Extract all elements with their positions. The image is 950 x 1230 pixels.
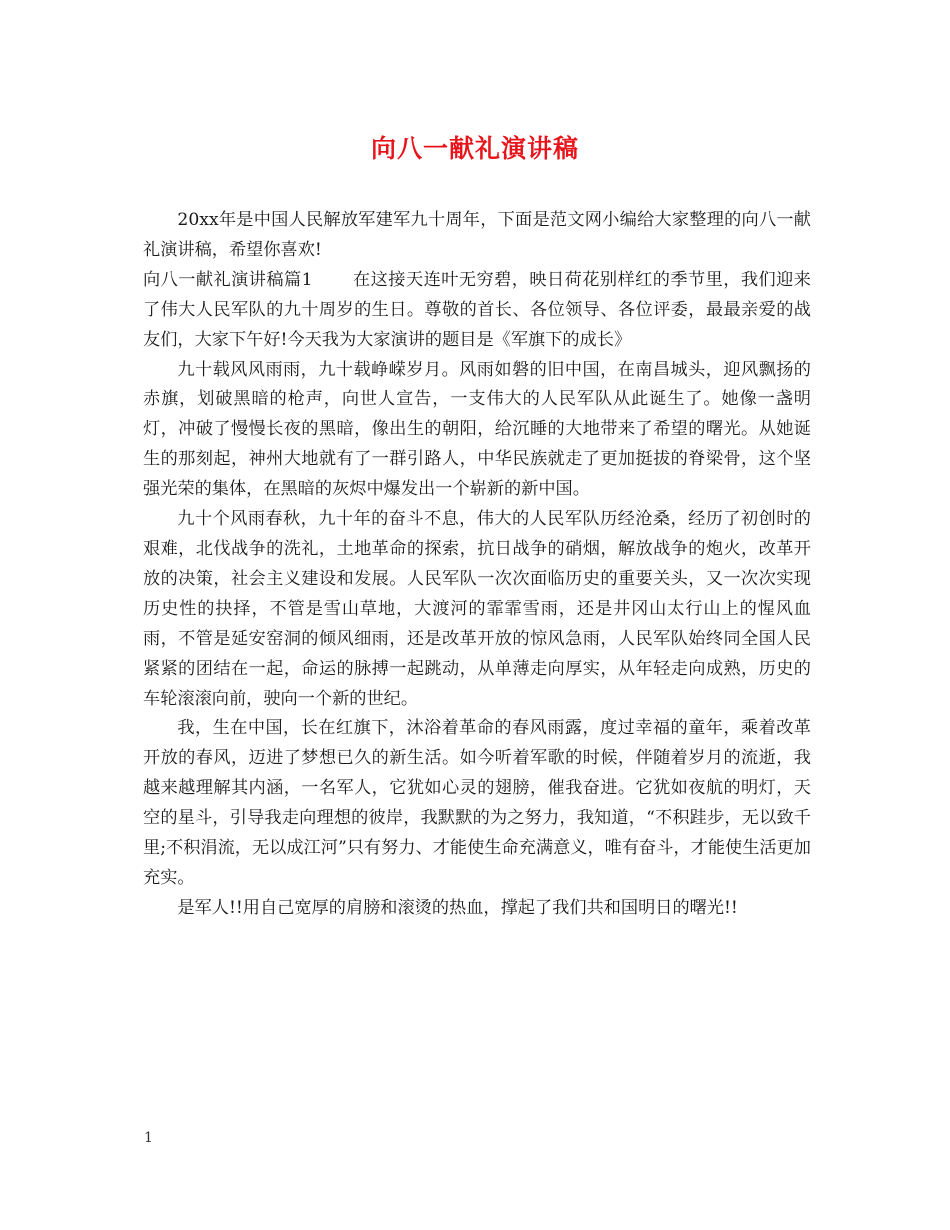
document-body [143, 206, 811, 924]
paragraph-history: 九十个风雨春秋，九十年的奋斗不息，伟大的人民军队历经沧桑，经历了初创时的艰难，北伐战争的洗礼，土地革命的探索，抗日战争的硝烟，解放战争的炮火，改革开放的决策，社会主义建设和发展。人民军队一次次面临历史的重要关头，又一次次实现历史性的抉择，不管是雪山草地，大渡河的霏霏雪雨，还是井冈山太行山上的惺风血雨，不管是延安窑洞的倾风细雨，还是改革开放的惊风急雨，人民军队始终同全国人民紧紧的团结在一起，命运的脉搏一起跳动，从单薄走向厚实，从年轻走向成熟，历史的车轮滚滚向前，驶向一个新的世纪。 [143, 509, 811, 709]
paragraph-founding: 九十载风风雨雨，九十载峥嵘岁月。风雨如磐的旧中国，在南昌城头，迎风飘扬的赤旗，划破黑暗的枪声，向世人宣告，一支伟大的人民军队从此诞生了。她像一盏明灯，冲破了慢慢长夜的黑暗，像出生的朝阳，给沉睡的大地带来了希望的曙光。从她诞生的那刻起，神州大地就有了一群引路人，中华民族就走了更加挺拔的脊梁骨，这个坚强光荣的集体，在黑暗的灰烬中爆发出一个崭新的新中国。 [143, 359, 811, 500]
document-title: 向八一献礼演讲稿 [370, 134, 579, 163]
paragraph-closing: 是军人!!用自己宽厚的肩膀和滚烫的热血，撑起了我们共和国明日的曙光!! [177, 897, 738, 918]
intro-paragraph: 20xx年是中国人民解放军建军九十周年，下面是范文网小编给大家整理的向八一献礼演讲稿，希望你喜欢! [143, 210, 811, 260]
paragraph-personal: 我，生在中国，长在红旗下，沐浴着革命的春风雨露，度过幸福的童年，乘着改革开放的春风，迈进了梦想已久的新生活。如今听着军歌的时候，伴随着岁月的流逝，我越来越理解其内涵，一名军人，它犹如心灵的翅膀，催我奋进。它犹如夜航的明灯，天空的星斗，引导我走向理想的彼岸，我默默的为之努力，我知道，“不积跬步，无以致千里;不积涓流，无以成江河”只有努力、才能使生命充满意义，唯有奋斗，才能使生活更加充实。 [143, 718, 811, 888]
section-opening-text: 在这接天连叶无穷碧，映日荷花别样红的季节里，我们迎来了伟大人民军队的九十周岁的生日。尊敬的首长、各位领导、各位评委，最最亲爱的战友们，大家下午好!今天我为大家演讲的题目是《军旗下的成长》 [143, 269, 811, 350]
section-heading: 向八一献礼演讲稿篇1 [143, 269, 313, 290]
section-paragraph-1 [143, 266, 811, 356]
page-number: 1 [144, 1130, 153, 1146]
